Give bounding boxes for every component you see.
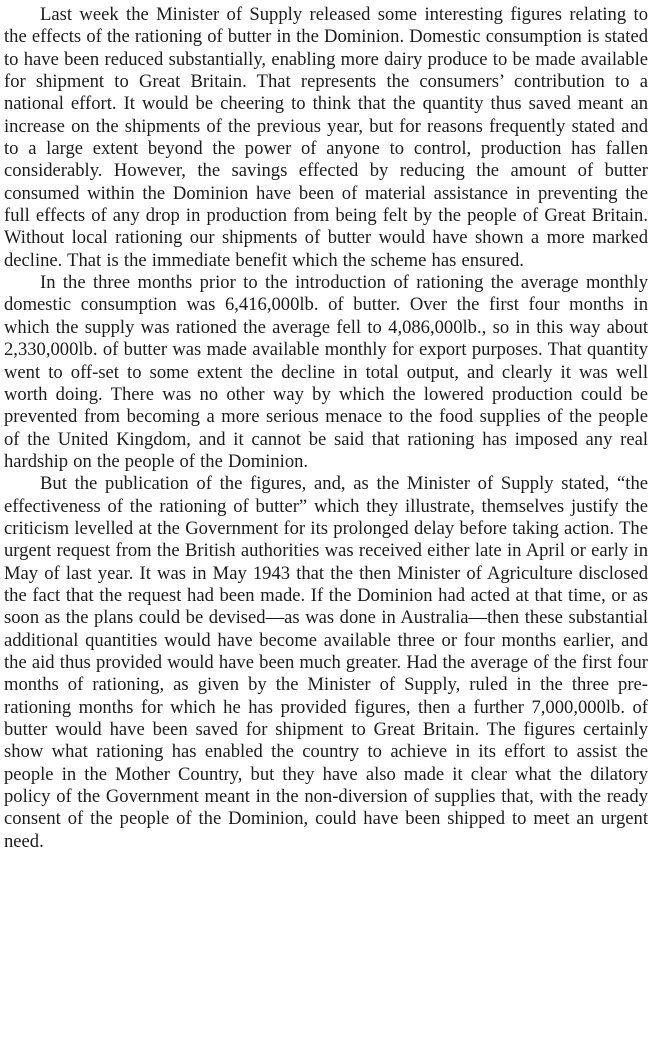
- article-paragraph-2: In the three months prior to the introduction of rationing the average monthly domestic consumption was 6,416,000lb. of butter. Over the first four months in which the supply was rationed the average fell to 4,086,000lb., so in this way about 2,330,000lb. of butter was made available monthly for export purposes. That quantity went to off-set to some extent the decline in total output, and clearly it was well worth doing. There was no other way by which the lowered production could be prevented from becoming a more serious menace to the food supplies of the people of the United Kingdom, and it cannot be said that rationing has imposed any real hardship on the people of the Dominion.: [4, 272, 648, 472]
- article-paragraph-3: But the publication of the figures, and, as the Minister of Supply stated, “the effectiveness of the rationing of butter” which they illustrate, themselves justify the criticism levelled at the Government for its prolonged delay before taking action. The urgent request from the British authorities was received either late in April or early in May of last year. It was in May 1943 that the then Minister of Agriculture disclosed the fact that the request had been made. If the Dominion had acted at that time, or as soon as the plans could be devised—as was done in Australia—then these substantial additional quantities would have become available three or four months earlier, and the aid thus provided would have been much greater. Had the average of the first four months of rationing, as given by the Minister of Supply, ruled in the three pre-rationing months for which he has provided figures, then a further 7,000,000lb. of butter would have been saved for shipment to Great Britain. The figures certainly show what rationing has enabled the country to achieve in its effort to assist the people in the Mother Country, but they have also made it clear what the dilatory policy of the Government meant in the non-diversion of supplies that, with the ready consent of the people of the Dominion, could have been shipped to meet an urgent need.: [4, 473, 648, 852]
- article-paragraph-1: Last week the Minister of Supply released some interesting figures relating to the effects of the rationing of butter in the Dominion. Domestic consumption is stated to have been reduced substantially, enabling more dairy produce to be made available for shipment to Great Britain. That represents the consumers’ contribution to a national effort. It would be cheering to think that the quantity thus saved meant an increase on the shipments of the previous year, but for reasons frequently stated and to a large extent beyond the power of anyone to control, production has fallen considerably. However, the savings effected by reducing the amount of butter consumed within the Dominion have been of material assistance in preventing the full effects of any drop in production from being felt by the people of Great Britain. Without local rationing our shipments of butter would have shown a more marked decline. That is the immediate benefit which the scheme has ensured.: [4, 4, 648, 271]
